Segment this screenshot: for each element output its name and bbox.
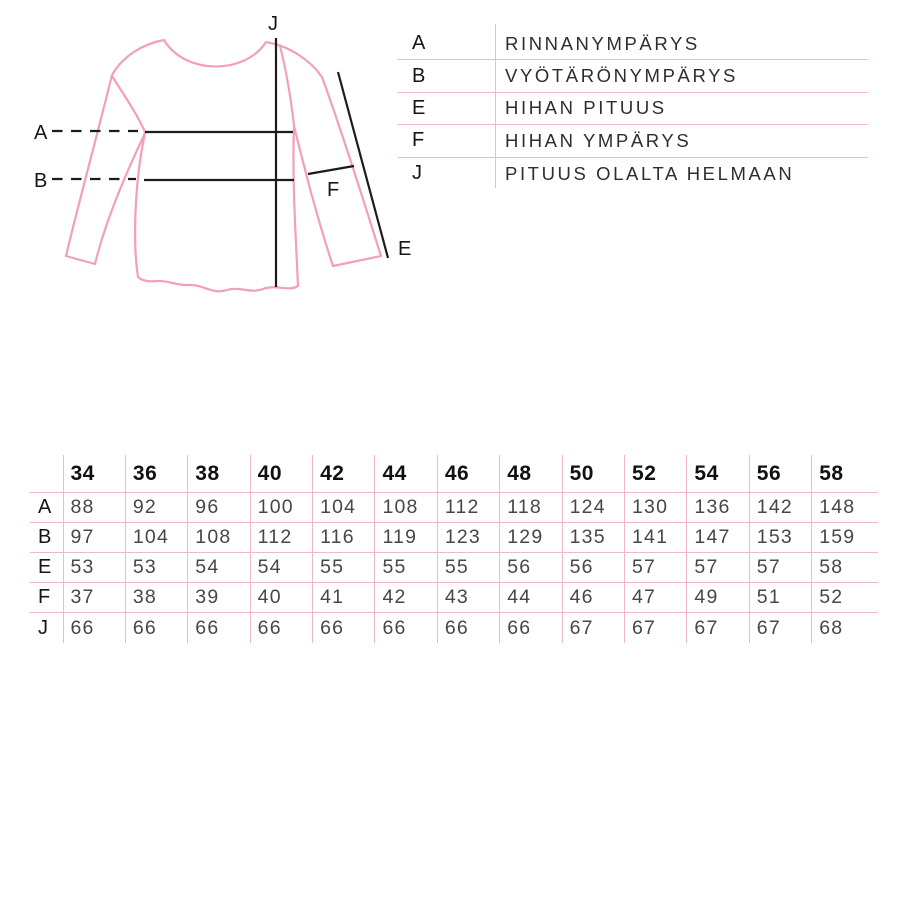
size-value-cell: 112 bbox=[437, 493, 499, 523]
size-value-cell: 67 bbox=[562, 613, 624, 643]
size-value-cell: 92 bbox=[125, 493, 187, 523]
size-value-cell: 56 bbox=[499, 553, 561, 583]
legend-row bbox=[398, 60, 868, 92]
size-value-cell: 66 bbox=[125, 613, 187, 643]
row-label: E bbox=[30, 553, 63, 583]
legend-name: HIHAN PITUUS bbox=[505, 97, 667, 119]
size-header-cell: 36 bbox=[125, 455, 187, 493]
size-value-cell: 53 bbox=[125, 553, 187, 583]
legend-divider-line bbox=[495, 24, 496, 188]
size-value-cell: 55 bbox=[312, 553, 374, 583]
size-header-cell: 54 bbox=[686, 455, 748, 493]
right-raglan-seam bbox=[280, 46, 294, 125]
legend-letter: J bbox=[412, 162, 422, 185]
size-value-cell: 57 bbox=[686, 553, 748, 583]
size-header-cell: 40 bbox=[250, 455, 312, 493]
legend-letter: F bbox=[412, 129, 425, 152]
size-value-cell: 142 bbox=[749, 493, 811, 523]
row-label: B bbox=[30, 523, 63, 553]
size-header-cell: 48 bbox=[499, 455, 561, 493]
legend-letter: A bbox=[412, 32, 426, 55]
size-value-cell: 56 bbox=[562, 553, 624, 583]
row-label: J bbox=[38, 616, 48, 639]
table-corner-cell bbox=[30, 455, 63, 493]
diagram-label-f: F bbox=[327, 179, 341, 201]
legend-name: RINNANYMPÄRYS bbox=[505, 32, 700, 54]
size-value-cell: 53 bbox=[63, 553, 125, 583]
size-header-cell: 44 bbox=[374, 455, 436, 493]
size-value-cell: 57 bbox=[749, 553, 811, 583]
size-value-cell: 44 bbox=[499, 583, 561, 613]
size-header-cell: 38 bbox=[187, 455, 249, 493]
size-value-cell: 54 bbox=[187, 553, 249, 583]
size-value-cell: 88 bbox=[63, 493, 125, 523]
size-value-cell: 112 bbox=[250, 523, 312, 553]
size-value-cell: 97 bbox=[63, 523, 125, 553]
size-value-cell: 108 bbox=[374, 493, 436, 523]
legend-name: HIHAN YMPÄRYS bbox=[505, 129, 692, 151]
diagram-label-j: J bbox=[268, 13, 279, 35]
diagram-label-e: E bbox=[398, 238, 413, 260]
size-value-cell: 66 bbox=[63, 613, 125, 643]
diagram-label-b: B bbox=[34, 170, 49, 192]
size-header-cell: 52 bbox=[624, 455, 686, 493]
size-value-cell: 108 bbox=[187, 523, 249, 553]
size-header-cell: 56 bbox=[749, 455, 811, 493]
size-value-cell: 37 bbox=[63, 583, 125, 613]
size-value-cell: 46 bbox=[562, 583, 624, 613]
size-value-cell: 66 bbox=[437, 613, 499, 643]
size-value-cell: 119 bbox=[374, 523, 436, 553]
size-value-cell: 116 bbox=[312, 523, 374, 553]
size-value-cell: 51 bbox=[749, 583, 811, 613]
size-value-cell: 38 bbox=[125, 583, 187, 613]
size-header-cell: 46 bbox=[437, 455, 499, 493]
size-value-cell: 54 bbox=[250, 553, 312, 583]
size-value-cell: 129 bbox=[499, 523, 561, 553]
garment-diagram bbox=[0, 0, 440, 310]
size-value-cell: 49 bbox=[686, 583, 748, 613]
measure-legend bbox=[398, 28, 868, 190]
size-value-cell: 123 bbox=[437, 523, 499, 553]
size-value-cell: 52 bbox=[811, 583, 878, 613]
size-value-cell: 104 bbox=[125, 523, 187, 553]
size-header-cell: 34 bbox=[63, 455, 125, 493]
legend-letter: B bbox=[412, 64, 426, 87]
row-label: A bbox=[30, 493, 63, 523]
size-header-cell: 50 bbox=[562, 455, 624, 493]
size-value-cell: 68 bbox=[811, 613, 878, 643]
size-value-cell: 148 bbox=[811, 493, 878, 523]
size-value-cell: 43 bbox=[437, 583, 499, 613]
size-value-cell: 118 bbox=[499, 493, 561, 523]
size-value-cell: 124 bbox=[562, 493, 624, 523]
size-value-cell: 100 bbox=[250, 493, 312, 523]
size-value-cell: 66 bbox=[312, 613, 374, 643]
size-value-cell: 39 bbox=[187, 583, 249, 613]
diagram-label-a: A bbox=[34, 122, 49, 144]
size-value-cell: 58 bbox=[811, 553, 878, 583]
legend-name: VYÖTÄRÖNYMPÄRYS bbox=[505, 65, 738, 87]
legend-name: PITUUS OLALTA HELMAAN bbox=[505, 162, 795, 184]
size-value-cell: 67 bbox=[749, 613, 811, 643]
size-value-cell: 147 bbox=[686, 523, 748, 553]
size-value-cell: 153 bbox=[749, 523, 811, 553]
size-value-cell: 67 bbox=[686, 613, 748, 643]
size-table bbox=[30, 455, 878, 643]
size-header-cell: 58 bbox=[811, 455, 878, 493]
size-value-cell: 135 bbox=[562, 523, 624, 553]
size-value-cell: 159 bbox=[811, 523, 878, 553]
size-value-cell: 136 bbox=[686, 493, 748, 523]
size-value-cell: 41 bbox=[312, 583, 374, 613]
size-value-cell: 55 bbox=[437, 553, 499, 583]
size-value-cell: 96 bbox=[187, 493, 249, 523]
size-value-cell: 141 bbox=[624, 523, 686, 553]
size-value-cell: 67 bbox=[624, 613, 686, 643]
legend-letter: E bbox=[412, 96, 426, 119]
size-value-cell: 130 bbox=[624, 493, 686, 523]
row-label: F bbox=[30, 583, 63, 613]
legend-row bbox=[398, 125, 868, 157]
size-value-cell: 66 bbox=[250, 613, 312, 643]
size-value-cell: 40 bbox=[250, 583, 312, 613]
size-value-cell: 66 bbox=[374, 613, 436, 643]
size-value-cell: 47 bbox=[624, 583, 686, 613]
size-value-cell: 66 bbox=[187, 613, 249, 643]
size-value-cell: 66 bbox=[499, 613, 561, 643]
size-value-cell: 55 bbox=[374, 553, 436, 583]
measure-line-f bbox=[308, 166, 354, 174]
legend-row bbox=[398, 28, 868, 60]
size-header-cell: 42 bbox=[312, 455, 374, 493]
left-raglan-seam bbox=[112, 76, 145, 132]
size-value-cell: 104 bbox=[312, 493, 374, 523]
legend-row bbox=[398, 158, 868, 190]
legend-row bbox=[398, 93, 868, 125]
measure-line-e bbox=[338, 72, 388, 258]
size-value-cell: 57 bbox=[624, 553, 686, 583]
size-value-cell: 42 bbox=[374, 583, 436, 613]
